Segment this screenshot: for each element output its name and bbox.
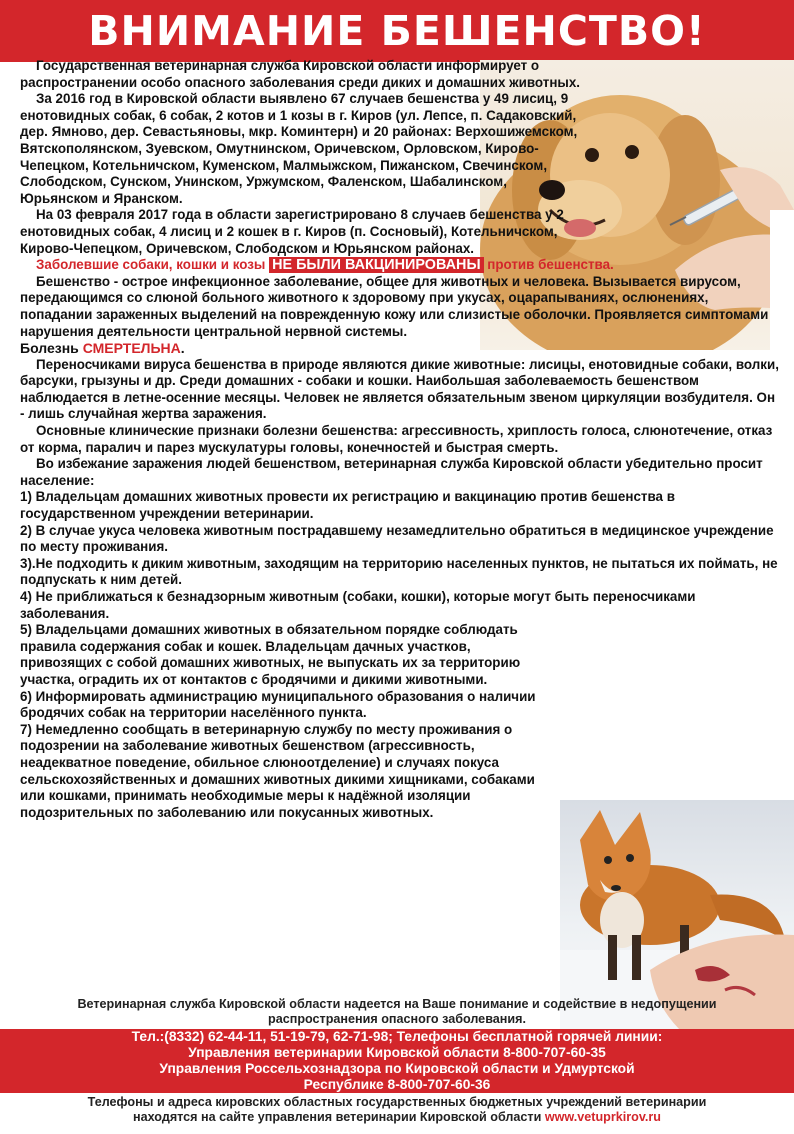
stats-2017-paragraph: На 03 февраля 2017 года в области зарегистрировано 8 случаев бешенства у 2 енотовидных собак, 4 лисиц и 2 кошек в г. Киров (п. Сосновый), Котельничском, Кирово-Чепецком, Оричевском, Слободском и Юрьянском районах.	[20, 207, 564, 256]
footer-line-2	[0, 1110, 794, 1125]
hotline-line: Республике 8-800-707-60-36	[303, 1077, 491, 1092]
fox-photo	[560, 800, 794, 1030]
rule-item: 6) Информировать администрацию муниципального образования о наличии бродячих собак на территории населённого пункта.	[20, 688, 536, 721]
rule-item: 1) Владельцам домашних животных провести их регистрацию и вакцинацию против бешенства в государственном учреждении ветеринарии.	[20, 489, 675, 522]
poster-body	[20, 58, 780, 821]
vaccination-warning-before: Заболевшие собаки, кошки и козы	[36, 257, 266, 273]
closing-note: Ветеринарная служба Кировской области надеется на Ваше понимание и содействие в недопущении распространения опасного заболевания.	[77, 997, 717, 1026]
rule-item: 2) В случае укуса человека животным пострадавшему незамедлительно обратиться в медицинское учреждение по месту проживания.	[20, 522, 774, 555]
vaccination-warning-after: против бешенства.	[487, 257, 614, 273]
carriers-paragraph: Переносчиками вируса бешенства в природе являются дикие животные: лисицы, енотовидные собаки, волки, барсуки, грызуны и др. Среди домашних - собаки и кошки. Наибольшая заболеваемость бешенством наблюдается в летне-осенние месяцы. Человек не является обязательным звеном циркуляции возбудителя. Он - лишь случайная жертва заражения.	[20, 356, 779, 422]
page-title: ВНИМАНИЕ БЕШЕНСТВО!	[0, 0, 794, 62]
rule-item: 3).Не подходить к диким животным, заходящим на территорию населенных пунктов, не пытаться их поймать, не подпускать к ним детей.	[20, 555, 778, 588]
rule-item: 5) Владельцами домашних животных в обязательном порядке соблюдать правила содержания собак и кошек. Владельцам дачных участков, привозящих с собой домашних животных, не выпускать их за территорию участка, оградить их от контактов с бродячими и дикими животными.	[20, 622, 521, 687]
symptoms-paragraph: Основные клинические признаки болезни бешенства: агрессивность, хриплость голоса, слюнотечение, отказ от корма, паралич и парез мускулатуры головы, конечностей и быстрая смерть.	[20, 423, 773, 455]
description-paragraph: Бешенство - острое инфекционное заболевание, общее для животных и человека. Вызывается вирусом, передающимся со слюной больного животного к здоровому при укусах, оцарапываниях, ослюнениях, попадании зараженных выделений на поврежденную кожу или слизистые оболочки. Проявляется симптомами нарушения деятельности центральной нервной системы.	[20, 273, 769, 339]
deadly-after: .	[180, 340, 185, 357]
hotline-line: Управления ветеринарии Кировской области 8-800-707-60-35	[188, 1045, 606, 1060]
rule-item: 7) Немедленно сообщать в ветеринарную службу по месту проживания о подозрении на заболевание животных бешенством (агрессивность, неадекватное поведение, обильное слюноотделение) и случаях покуса сельскохозяйственных и домашних животных дикими хищниками, собаками или кошками, принимать необходимые меры к надёжной изоляции подозрительных по заболеванию или покусанных животных.	[20, 721, 535, 820]
hotline-line: Тел.:(8332) 62-44-11, 51-19-79, 62-71-98; Телефоны бесплатной горячей линии:	[131, 1029, 663, 1044]
hotline-line: Управления Россельхознадзора по Кировской области и Удмуртской	[159, 1061, 635, 1076]
footer-contacts	[0, 1095, 794, 1125]
deadly-before: Болезнь	[20, 340, 79, 357]
hotline-banner	[0, 1029, 794, 1093]
vaccination-warning	[20, 257, 780, 274]
intro-paragraph: Государственная ветеринарная служба Кировской области информирует о распространении особо опасного заболевания среди диких и домашних животных.	[20, 58, 581, 90]
stats-2016-paragraph: За 2016 год в Кировской области выявлено 67 случаев бешенства у 49 лисиц, 9 енотовидных собак, 6 собак, 2 котов и 1 козы в г. Киров (ул. Лепсе, п. Садаковский, дер. Ямново, дер. Севастьяновы, мкр. Коминтерн) и 20 районах: Верхошижемском, Вятскополянском, Зуевском, Омутнинском, Оричевском, Орловском, Кирово-Чепецком, Котельничском, Куменском, Малмыжском, Пижанском, Свечинском, Слободском, Сунском, Унинском, Уржумском, Фаленском, Шабалинском, Юрьянском и Яранском.	[20, 91, 578, 206]
deadly-line	[20, 340, 780, 357]
footer-line-2-text: находятся на сайте управления ветеринарии Кировской области	[133, 1110, 542, 1124]
rule-item: 4) Не приближаться к безнадзорным животным (собаки, кошки), которые могут быть переносчиками заболевания.	[20, 589, 696, 621]
not-vaccinated-highlight: НЕ БЫЛИ ВАКЦИНИРОВАНЫ	[269, 257, 483, 273]
request-paragraph: Во избежание заражения людей бешенством, ветеринарная служба Кировской области убедительно просит население:	[20, 456, 763, 488]
footer-line-1: Телефоны и адреса кировских областных государственных бюджетных учреждений ветеринарии	[87, 1095, 707, 1109]
website-link[interactable]: www.vetuprkirov.ru	[544, 1110, 661, 1124]
deadly-highlight: СМЕРТЕЛЬНА	[82, 340, 181, 357]
